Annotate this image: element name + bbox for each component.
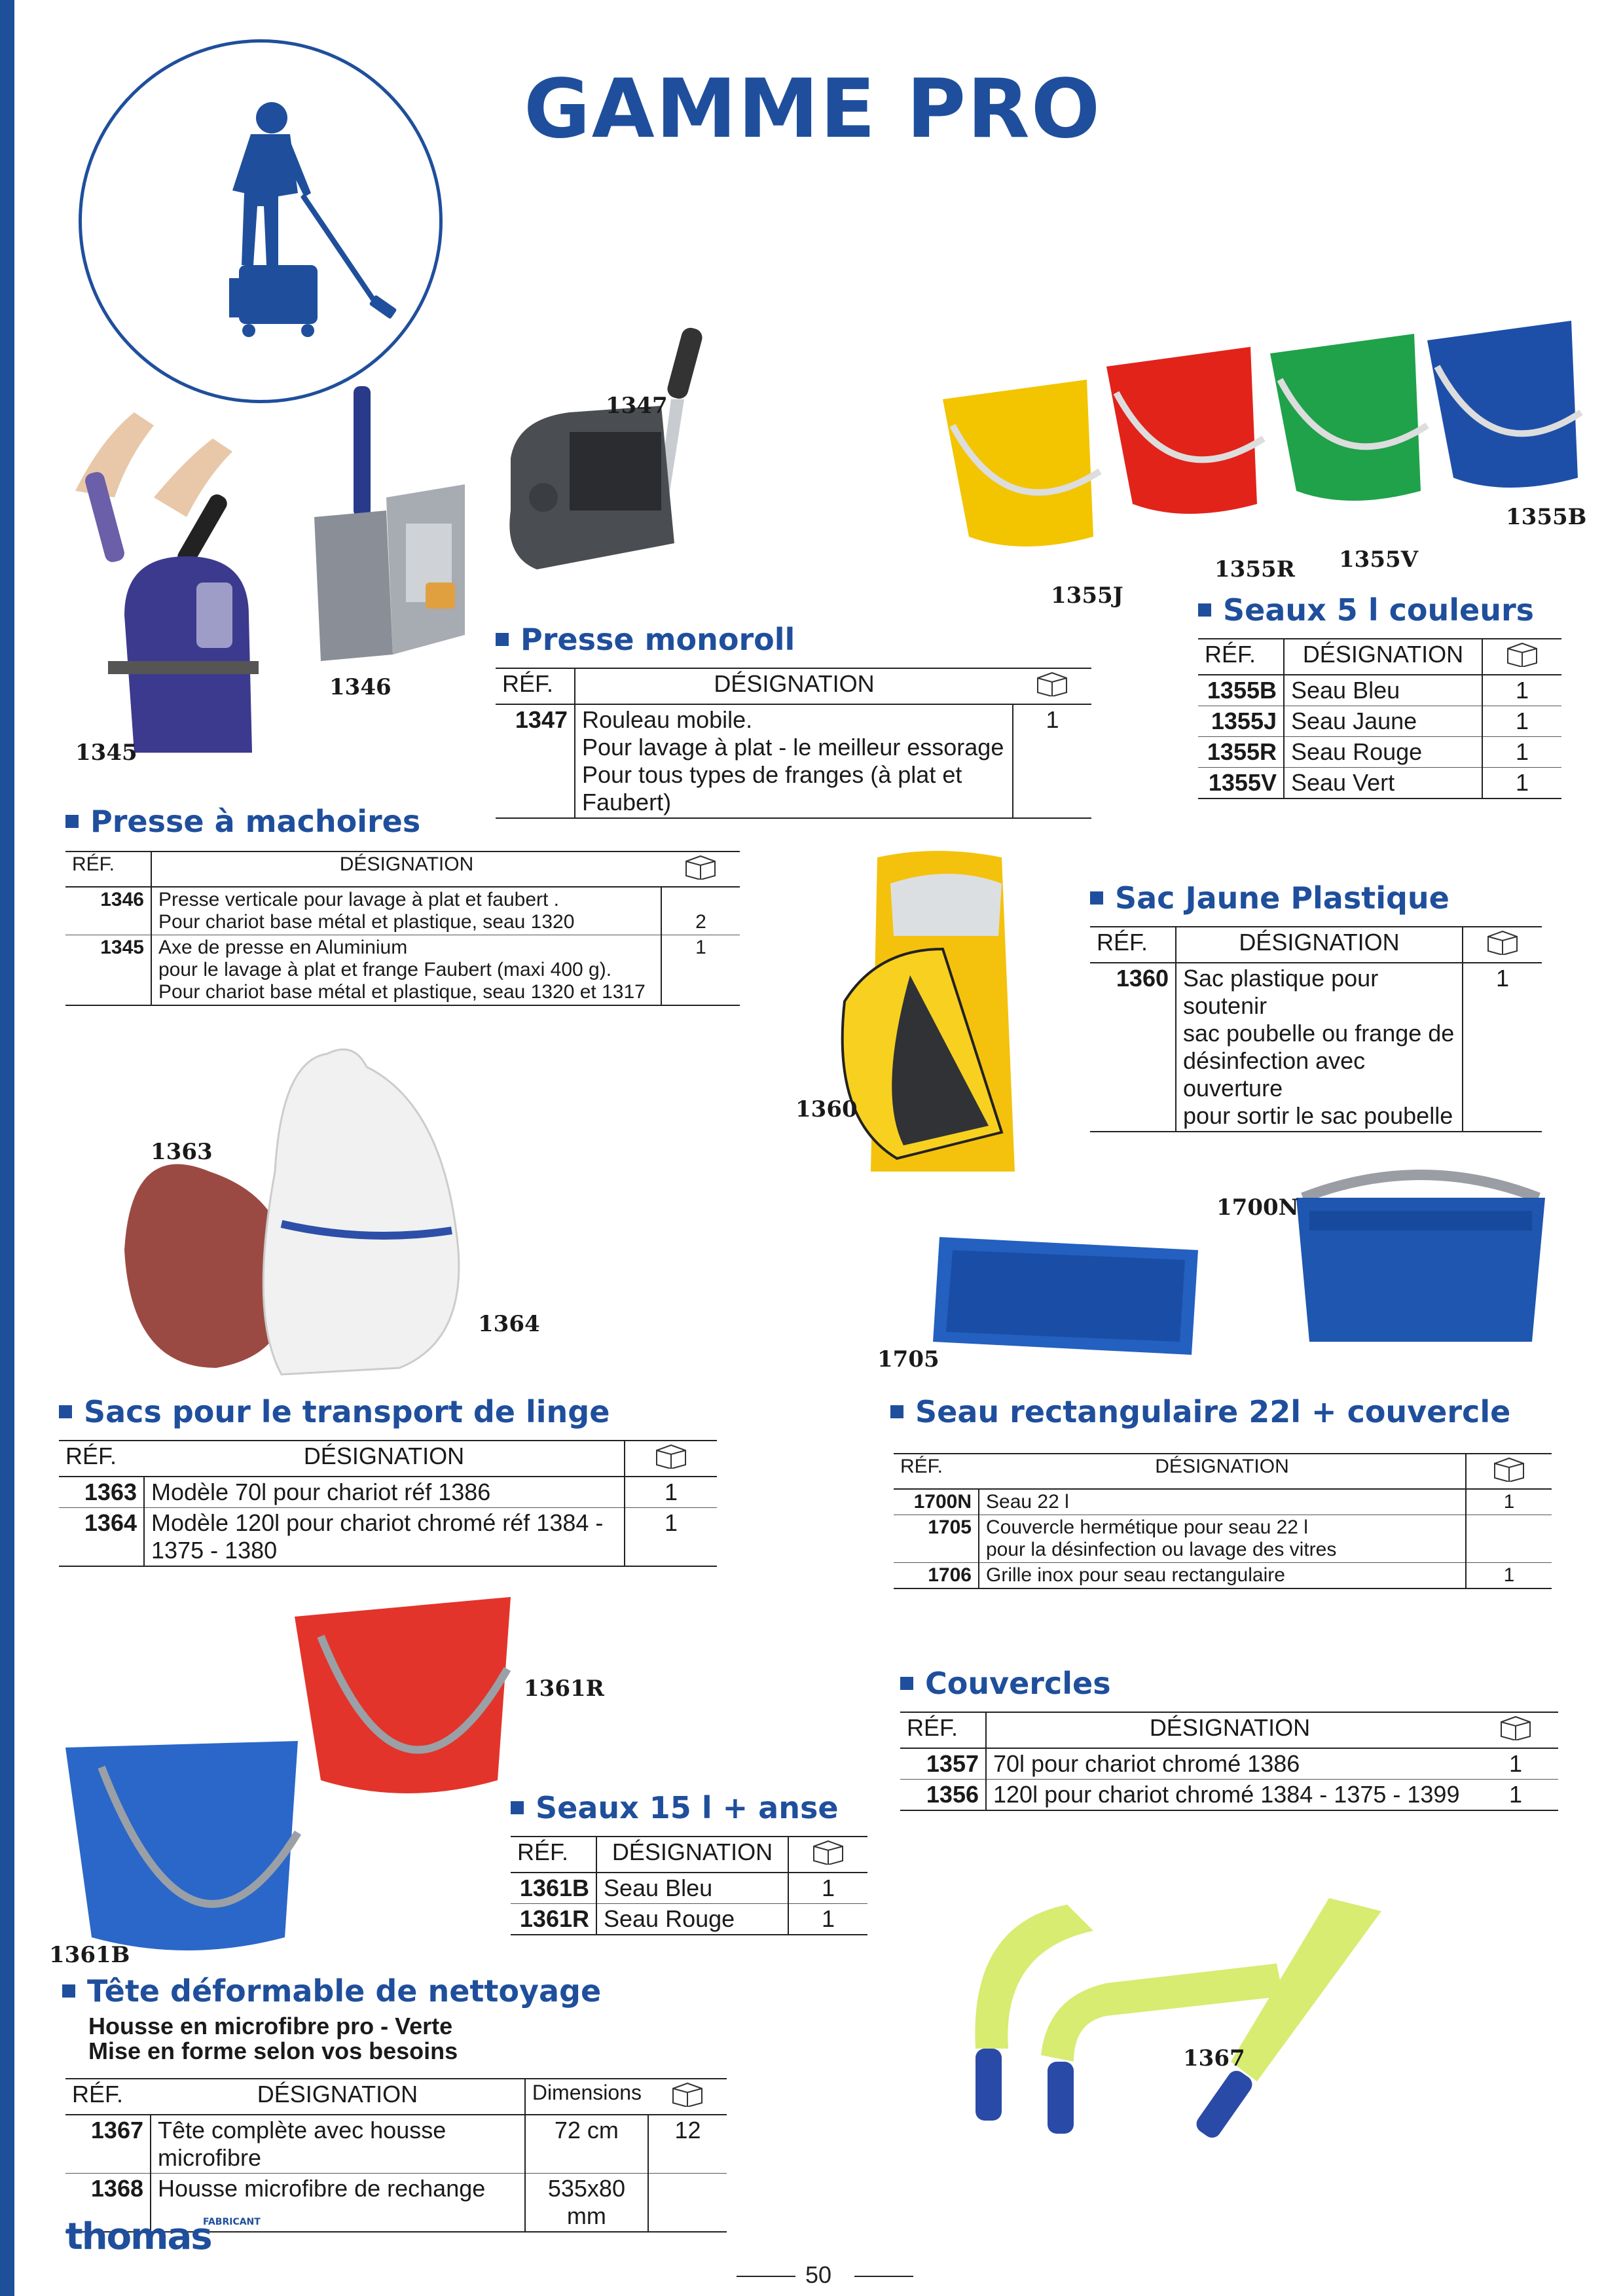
presse-1347-image	[498, 327, 714, 615]
table-row: 1700N Seau 22 l 1	[894, 1489, 1552, 1515]
image-label-1355B: 1355B	[1506, 504, 1587, 530]
table-row: 1360 Sac plastique pour soutenir sac poubelle ou frange de désinfection avec ouverture pour sortir le sac poubelle 1	[1090, 963, 1542, 1132]
seau-bleu-1361B-image	[62, 1728, 311, 1964]
carton-box-icon	[1013, 668, 1091, 704]
carton-box-icon	[1466, 1454, 1552, 1489]
table-row: 1361R Seau Rouge 1	[511, 1904, 867, 1935]
table-seaux-15l: RÉF. DÉSIGNATION 1361B Seau Bleu 1 1361R Seau Rouge 1	[511, 1836, 867, 1935]
image-label-1367: 1367	[1183, 2045, 1245, 2072]
table-seau-rectangulaire: RÉF. DÉSIGNATION 1700N Seau 22 l 1 1705 Couvercle hermétique pour seau 22 l pour la désinfection ou lavage des vitres 1706 Grille inox pour seau rectangulaire 1	[894, 1453, 1552, 1589]
image-label-1363: 1363	[151, 1139, 213, 1165]
footer-rule-right	[854, 2276, 913, 2277]
table-row: 1355R Seau Rouge 1	[1198, 737, 1561, 768]
table-sacs-linge: RÉF. DÉSIGNATION 1363 Modèle 70l pour chariot réf 1386 1 1364 Modèle 120l pour chariot chromé réf 1384 - 1375 - 1380 1	[59, 1440, 717, 1567]
presse-1346-image	[301, 386, 478, 668]
col-ref: RÉF.	[496, 668, 575, 704]
worker-silhouette-icon	[82, 43, 439, 400]
image-label-1364: 1364	[478, 1311, 540, 1337]
table-couvercles: RÉF. DÉSIGNATION 1357 70l pour chariot chromé 1386 1 1356 120l pour chariot chromé 1384 - 1375 - 1399 1	[900, 1712, 1558, 1811]
image-label-1700N: 1700N	[1216, 1194, 1299, 1221]
seaux-5l-image	[930, 321, 1587, 583]
left-blue-stripe	[0, 0, 14, 2296]
image-label-1347: 1347	[606, 393, 668, 419]
image-label-1361R: 1361R	[524, 1676, 604, 1702]
couvercle-1705-image	[930, 1230, 1205, 1361]
image-label-1355R: 1355R	[1214, 556, 1295, 583]
sacs-linge-image	[118, 1041, 498, 1381]
tete-deformable-1367-image	[962, 1885, 1434, 2147]
carton-box-icon	[1463, 927, 1542, 963]
table-row: 1345 Axe de presse en Aluminium pour le lavage à plat et frange Faubert (maxi 400 g). Pour chariot base métal et plastique, seau 1320 et 1317 1	[65, 935, 740, 1006]
image-label-1361B: 1361B	[49, 1942, 130, 1968]
section-title-seaux-5l: Seaux 5 l couleurs	[1198, 592, 1534, 628]
subtitle-housse: Housse en microfibre pro - Verte	[88, 2013, 453, 2039]
section-title-presse-machoires: Presse à machoires	[65, 804, 420, 839]
table-row: 1364 Modèle 120l pour chariot chromé réf 1384 - 1375 - 1380 1	[59, 1508, 717, 1567]
table-presse-monoroll	[496, 668, 1091, 819]
section-title-presse-monoroll: Presse monoroll	[496, 622, 795, 657]
section-title-seaux-15l: Seaux 15 l + anse	[511, 1790, 839, 1825]
image-label-1705: 1705	[877, 1346, 939, 1372]
sac-jaune-1360-image	[805, 844, 1067, 1185]
carton-box-icon	[1482, 639, 1561, 675]
table-row: 1357 70l pour chariot chromé 1386 1	[900, 1748, 1558, 1780]
table-row: 1346 Presse verticale pour lavage à plat et faubert . Pour chariot base métal et plastique, seau 1320 2	[65, 887, 740, 935]
image-label-1360: 1360	[795, 1096, 858, 1122]
image-label-1346: 1346	[329, 674, 392, 700]
page-number: 50	[805, 2261, 832, 2288]
table-tete-deformable: RÉF. DÉSIGNATION Dimensions 1367 Tête complète avec housse microfibre 72 cm 12 1368 Housse microfibre de rechange 535x80 mm	[65, 2078, 727, 2233]
seau-rouge-1361R-image	[288, 1597, 524, 1806]
table-row: 1356 120l pour chariot chromé 1384 - 1375 - 1399 1	[900, 1780, 1558, 1811]
table-presse-machoires: RÉF. DÉSIGNATION 1346 Presse verticale pour lavage à plat et faubert . Pour chariot base métal et plastique, seau 1320 2 1345 Axe de presse en Aluminium pour le lavage à plat et frange Faubert (maxi 400 g). Pour chariot base métal et plastique, seau 1320 et 1317 1	[65, 851, 740, 1006]
table-row: 1361B Seau Bleu 1	[511, 1873, 867, 1904]
section-title-couvercles: Couvercles	[900, 1666, 1111, 1701]
table-seaux-5l: RÉF. DÉSIGNATION 1355B Seau Bleu 1 1355J Seau Jaune 1 1355R Seau Rouge 1 1355V Seau Vert 1	[1198, 638, 1561, 799]
footer-rule-left	[737, 2276, 795, 2277]
image-label-1345: 1345	[75, 740, 137, 766]
section-title-seau-rectangulaire: Seau rectangulaire 22l + couvercle	[890, 1394, 1510, 1429]
section-title-sac-jaune: Sac Jaune Plastique	[1090, 880, 1450, 916]
page-title: GAMME PRO	[524, 62, 1102, 156]
table-row: 1355J Seau Jaune 1	[1198, 706, 1561, 737]
table-sac-jaune: RÉF. DÉSIGNATION 1360 Sac plastique pour soutenir sac poubelle ou frange de désinfection avec ouverture pour sortir le sac poubelle 1	[1090, 926, 1542, 1132]
image-label-1355V: 1355V	[1339, 547, 1419, 573]
table-row: 1367 Tête complète avec housse microfibre 72 cm 12	[65, 2115, 727, 2174]
carton-box-icon	[625, 1441, 717, 1477]
subtitle-mise-en-forme: Mise en forme selon vos besoins	[88, 2037, 458, 2064]
presse-1345-image	[62, 399, 278, 772]
table-row: 1355V Seau Vert 1	[1198, 768, 1561, 799]
table-row: 1706 Grille inox pour seau rectangulaire 1	[894, 1563, 1552, 1589]
table-row: 1347 Rouleau mobile. Pour lavage à plat - le meilleur essorage Pour tous types de franges (à plat et Faubert) 1	[496, 704, 1091, 818]
table-row: 1363 Modèle 70l pour chariot réf 1386 1	[59, 1477, 717, 1508]
carton-box-icon	[661, 852, 740, 887]
carton-box-icon	[1473, 1712, 1558, 1748]
table-row: 1368 Housse microfibre de rechange 535x80 mm	[65, 2174, 727, 2233]
seau-rectangulaire-1700N-image	[1290, 1158, 1552, 1355]
worker-circle-emblem	[79, 39, 443, 403]
carton-box-icon	[788, 1837, 867, 1873]
table-row: 1705 Couvercle hermétique pour seau 22 l pour la désinfection ou lavage des vitres	[894, 1515, 1552, 1563]
col-designation: DÉSIGNATION	[575, 668, 1013, 704]
section-title-sacs-linge: Sacs pour le transport de linge	[59, 1394, 610, 1429]
image-label-1355J: 1355J	[1051, 583, 1123, 609]
thomas-logo: thomas FABRICANT	[65, 2215, 261, 2258]
table-row: 1355B Seau Bleu 1	[1198, 675, 1561, 706]
section-title-tete-deformable: Tête déformable de nettoyage	[62, 1973, 601, 2009]
carton-box-icon	[648, 2079, 727, 2115]
